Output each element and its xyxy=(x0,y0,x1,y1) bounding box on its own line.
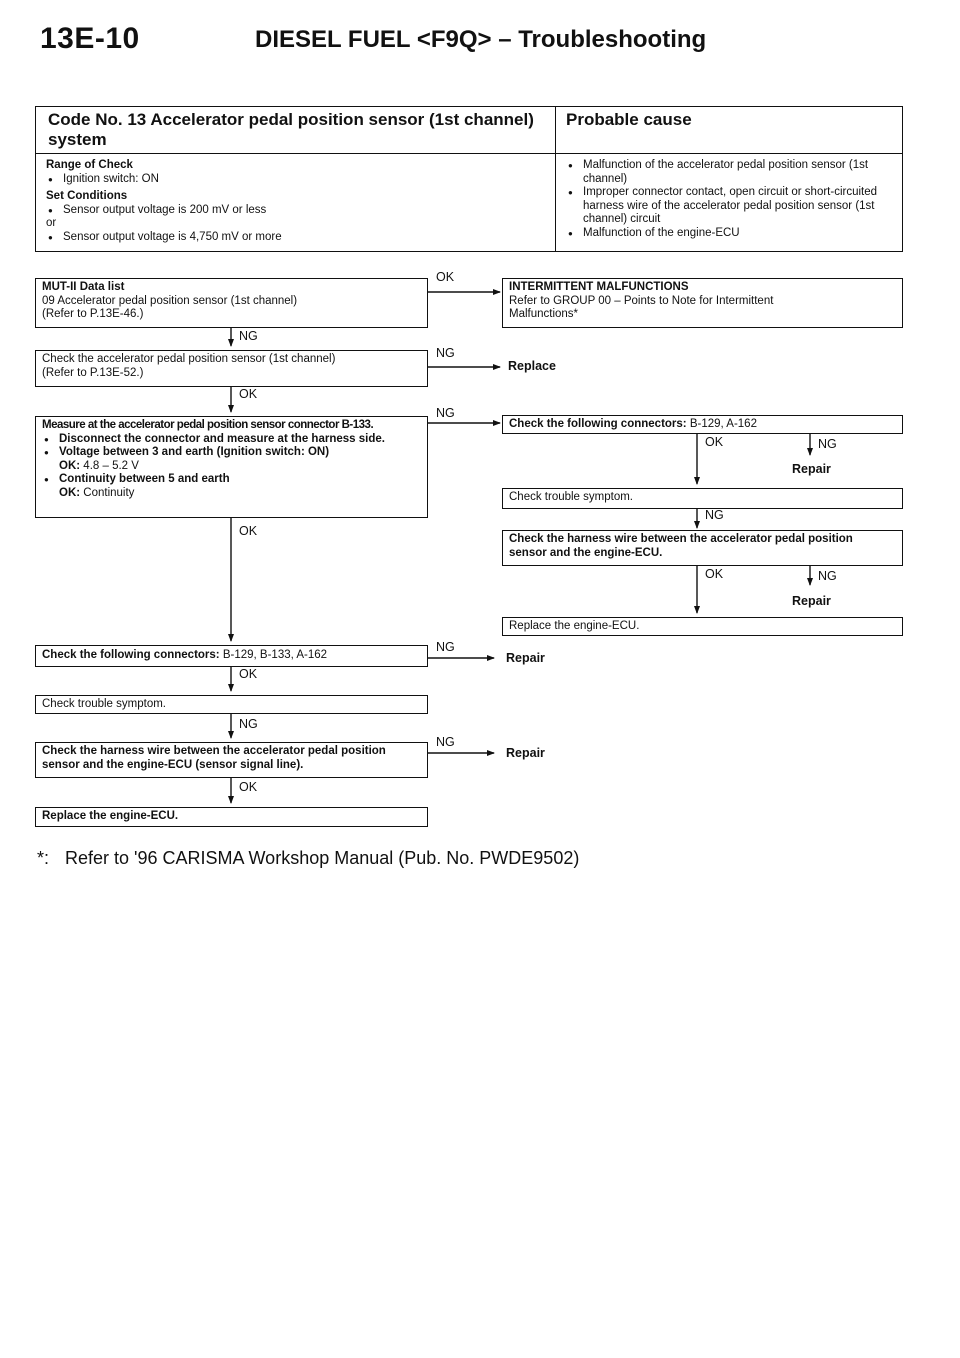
cause-item: ● Improper connector contact, open circuit or short-circuited harness wire of the accelerator pedal position sensor (1st channel) circuit xyxy=(566,186,896,227)
check-sensor-line: Check the accelerator pedal position sensor (1st channel) xyxy=(42,353,336,365)
branch-label-ng: NG xyxy=(436,735,455,749)
harness-line: sensor and the engine-ECU (sensor signal line). xyxy=(42,758,304,771)
branch-label-ng: NG xyxy=(436,406,455,420)
connectors-value: B-129, B-133, A-162 xyxy=(222,649,328,661)
branch-label-ng: NG xyxy=(705,508,724,522)
footnote-text: Refer to '96 CARISMA Workshop Manual (Pub. No. PWDE9502) xyxy=(65,848,580,868)
action-replace: Replace xyxy=(508,359,556,373)
left-harness-box xyxy=(35,742,428,778)
branch-label-ok: OK xyxy=(705,567,724,581)
set-condition: ● Sensor output voltage is 4,750 mV or more xyxy=(46,231,282,245)
right-harness-box xyxy=(502,530,903,566)
footnote-marker: *: xyxy=(37,848,50,868)
intermittent-box xyxy=(502,278,903,328)
probable-cause-title: Probable cause xyxy=(566,110,692,129)
page-number: 13E-10 xyxy=(40,22,140,55)
ok-value: Continuity xyxy=(83,486,135,499)
connectors-label: Check the following connectors: xyxy=(42,649,220,661)
action-repair: Repair xyxy=(792,462,831,476)
connectors-value: B-129, A-162 xyxy=(689,418,757,430)
measure-item: ● Voltage between 3 and earth (Ignition switch: ON) xyxy=(42,446,421,460)
branch-label-ng: NG xyxy=(436,640,455,654)
right-trouble-box: Check trouble symptom. xyxy=(502,488,903,509)
range-item: ● Ignition switch: ON xyxy=(46,173,282,187)
action-repair: Repair xyxy=(792,594,831,608)
connectors-label: Check the following connectors: xyxy=(509,418,687,430)
branch-label-ng: NG xyxy=(818,437,837,451)
branch-label-ok: OK xyxy=(239,667,258,681)
mut-data-list-box xyxy=(35,278,428,328)
footnote xyxy=(37,848,579,869)
cause-item: ● Malfunction of the accelerator pedal position sensor (1st channel) xyxy=(566,159,896,186)
intermittent-title: INTERMITTENT MALFUNCTIONS xyxy=(509,281,689,293)
code-title: Code No. 13 Accelerator pedal position sensor (1st channel) system xyxy=(48,110,534,149)
measure-item: ● Disconnect the connector and measure at the harness side. xyxy=(42,433,421,447)
intermittent-line: Malfunctions* xyxy=(509,308,579,320)
measure-item: ● Continuity between 5 and earth xyxy=(42,473,421,487)
measure-box xyxy=(35,416,428,518)
mut-title: MUT-II Data list xyxy=(42,281,125,293)
branch-label-ng: NG xyxy=(436,346,455,360)
branch-label-ng: NG xyxy=(818,569,837,583)
ok-label: OK: xyxy=(59,486,81,499)
right-replace-box: Replace the engine-ECU. xyxy=(502,617,903,636)
check-sensor-line: (Refer to P.13E-52.) xyxy=(42,366,144,379)
set-conditions-label: Set Conditions xyxy=(46,190,128,202)
harness-line: sensor and the engine-ECU. xyxy=(509,546,663,559)
branch-label-ng: NG xyxy=(239,329,258,343)
cause-item: ● Malfunction of the engine-ECU xyxy=(566,227,896,241)
left-connectors-box xyxy=(35,645,428,667)
set-condition-or: or xyxy=(46,217,57,229)
branch-label-ok: OK xyxy=(239,780,258,794)
intermittent-line: Refer to GROUP 00 – Points to Note for Intermittent xyxy=(509,294,774,307)
set-condition: ● Sensor output voltage is 200 mV or less xyxy=(46,204,282,218)
branch-label-ok: OK xyxy=(436,270,455,284)
right-connectors-box xyxy=(502,415,903,434)
action-repair: Repair xyxy=(506,651,545,665)
harness-line: Check the harness wire between the accelerator pedal position xyxy=(42,745,386,757)
left-replace-box xyxy=(35,807,428,827)
branch-label-ok: OK xyxy=(239,387,258,401)
branch-label-ok: OK xyxy=(705,435,724,449)
replace-ecu-text: Replace the engine-ECU. xyxy=(42,810,179,822)
mut-line: 09 Accelerator pedal position sensor (1st channel) xyxy=(42,294,298,307)
harness-line: Check the harness wire between the accelerator pedal position xyxy=(509,533,853,545)
ok-value: 4.8 – 5.2 V xyxy=(83,459,139,472)
action-repair: Repair xyxy=(506,746,545,760)
mut-line: (Refer to P.13E-46.) xyxy=(42,308,144,320)
check-sensor-box xyxy=(35,350,428,387)
branch-label-ok: OK xyxy=(239,524,258,538)
ok-label: OK: xyxy=(59,459,81,472)
measure-title: Measure at the accelerator pedal position sensor connector B-133. xyxy=(42,419,374,431)
left-trouble-box: Check trouble symptom. xyxy=(35,695,428,714)
range-of-check-label: Range of Check xyxy=(46,159,133,171)
branch-label-ng: NG xyxy=(239,717,258,731)
page-title: DIESEL FUEL <F9Q> – Troubleshooting xyxy=(255,26,707,53)
